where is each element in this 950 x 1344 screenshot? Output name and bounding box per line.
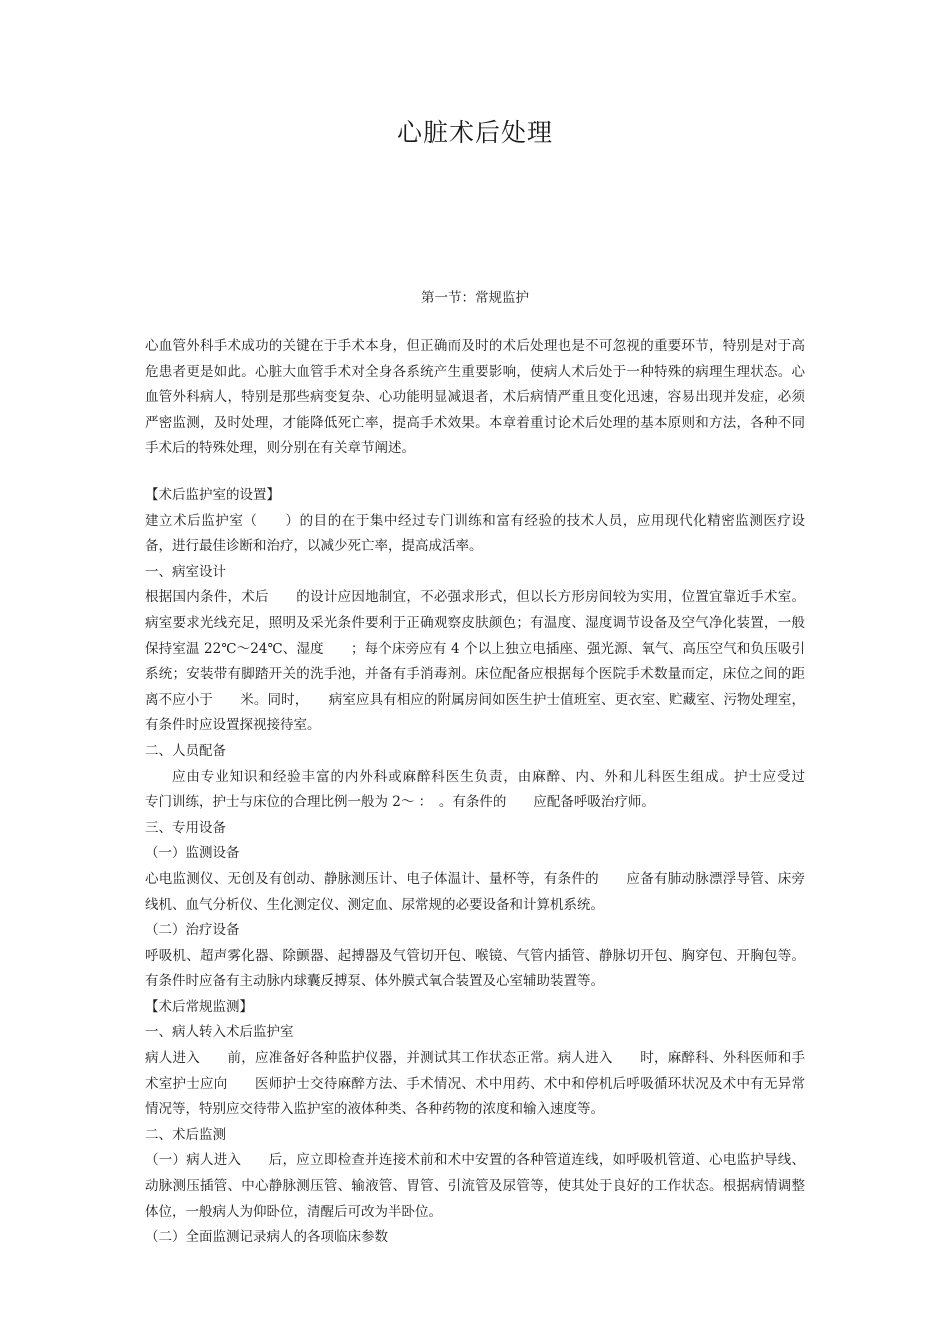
paragraph-staffing: 应由专业知识和经验丰富的内外科或麻醉科医生负责，由麻醉、内、外和儿科医生组成。护士应受过 专门训练，护士与床位的合理比例一般为 2～ ： 。有条件的 应配备呼吸治疗师。 bbox=[145, 768, 832, 811]
paragraph-monitoring-equipment: 心电监测仪、无创及有创动、静脉测压计、电子体温计、量杯等，有条件的 应备有肺动脉漂浮导管、床旁 线机、血气分析仪、生化测定仪、测定血、尿常规的必要设备和计算机系统。 bbox=[145, 870, 819, 913]
paragraph-record-params: （二）全面监测记录病人的各项临床参数 bbox=[145, 1229, 388, 1246]
paragraph-postop-check: （一）病人进入 后，应立即检查并连接术前和术中安置的各种管道连线，如呼吸机管道、心电监护导线、动脉测压插管、中心静脉测压管、输液管、胃管、引流管及尿管等，使其处于良好的工作状态。根据病情调整体位，一般病人为仰卧位，清醒后可改为半卧位。 bbox=[145, 1152, 805, 1220]
heading-icu-setup: 【术后监护室的设置】 bbox=[145, 487, 280, 503]
heading-equipment: 三、专用设备 bbox=[145, 819, 226, 836]
heading-treatment-equipment: （二）治疗设备 bbox=[145, 922, 240, 939]
heading-postop-monitoring: 二、术后监测 bbox=[145, 1126, 226, 1143]
paragraph-room-design: 根据国内条件，术后 的设计应因地制宜，不必强求形式，但以长方形房间较为实用，位置宜靠近手术室。病室要求光线充足，照明及采光条件要利于正确观察皮肤颜色；有温度、湿度调节设备及空气净化装置，一般保持室温 22℃～24℃、湿度 ；每个床旁应有 4 个以上独立电插座、强光源、氧气、高压空气和负压吸引系统；安装带有脚踏开关的洗手池，并备有手消毒剂。床位配备应根据每个医院手术数量而定，床位之间的距离不应小于 米。同时， 病室应具有相应的附属房间如医生护士值班室、更衣室、贮藏室、污物处理室，有条件时应设置探视接待室。 bbox=[145, 589, 805, 734]
heading-room-design: 一、病室设计 bbox=[145, 563, 226, 580]
paragraph-transfer: 病人进入 前，应准备好各种监护仪器，并测试其工作状态正常。病人进入 时，麻醉科、外科医师和手术室护士应向 医师护士交待麻醉方法、手术情况、术中用药、术中和停机后呼吸循环状况及术中有无异常情况等，特别应交待带入监护室的液体种类、各种药物的浓度和输入速度等。 bbox=[145, 1050, 805, 1118]
heading-routine-monitoring: 【术后常规监测】 bbox=[145, 998, 253, 1015]
paragraph-treatment-equipment: 呼吸机、超声雾化器、除颤器、起搏器及气管切开包、喉镜、气管内插管、静脉切开包、胸穿包、开胸包等。有条件时应备有主动脉内球囊反搏泵、体外膜式氧合装置及心室辅助装置等。 bbox=[145, 947, 805, 990]
body-block bbox=[145, 483, 832, 1251]
paragraph-icu-purpose: 建立术后监护室（ ）的目的在于集中经过专门训练和富有经验的技术人员，应用现代化精密监测医疗设备，进行最佳诊断和治疗，以减少死亡率，提高成活率。 bbox=[145, 512, 805, 555]
intro-block bbox=[145, 334, 805, 462]
heading-transfer: 一、病人转入术后监护室 bbox=[145, 1024, 294, 1041]
section-title: 第一节：常规监护 bbox=[421, 290, 529, 306]
heading-monitoring-equipment: （一）监测设备 bbox=[145, 845, 240, 862]
intro-paragraph: 心血管外科手术成功的关键在于手术本身，但正确而及时的术后处理也是不可忽视的重要环节，特别是对于高危患者更是如此。心脏大血管手术对全身各系统产生重要影响，使病人术后处于一种特殊的病理生理状态。心血管外科病人，特别是那些病变复杂、心功能明显减退者，术后病情严重且变化迅速，容易出现并发症，必须严密监测，及时处理，才能降低死亡率，提高手术效果。本章着重讨论术后处理的基本原则和方法，各种不同手术后的特殊处理，则分别在有关章节阐述。 bbox=[145, 338, 805, 457]
document-title: 心脏术后处理 bbox=[396, 118, 553, 147]
heading-staffing: 二、人员配备 bbox=[145, 742, 226, 759]
